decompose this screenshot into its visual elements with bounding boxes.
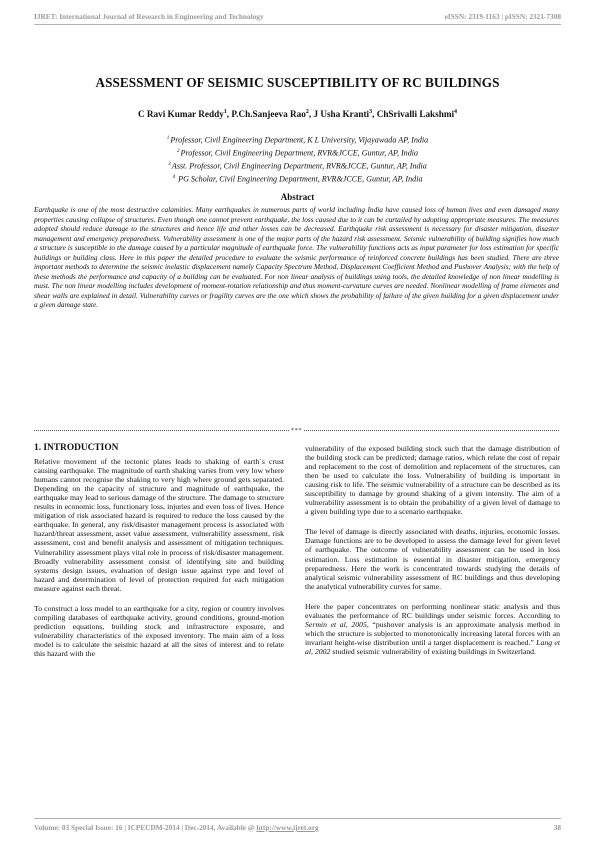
affiliation-mark: 4 bbox=[172, 173, 176, 180]
affiliation-text: Professor, Civil Engineering Department, RVR&JCCE, Guntur, AP, India bbox=[180, 148, 419, 158]
paragraph-text: Here the paper concentrates on performing nonlinear static analysis and thus evaluates the performance of RC buildings under seismic forces. According to bbox=[305, 601, 560, 620]
section-heading-introduction: 1. INTRODUCTION bbox=[34, 443, 119, 453]
affiliation-mark: 1 bbox=[166, 135, 170, 141]
body-paragraph: The level of damage is directly associated with deaths, injuries, economic losses. Damage functions are to be developed to assess the damage level for given level of earthquake. The outcome of vulnerability assessment can be used in loss estimation. Loss estimation is essential in disaster mitigation, emergency preparedness. Here the work is concentrated towards studying the details of analytical seismic vulnerability assessment of RC buildings and thus developing the analytical vulnerability curves for same. bbox=[305, 527, 560, 591]
affiliation bbox=[34, 133, 561, 146]
author-affil-mark: 3 bbox=[369, 109, 373, 115]
footer-volume-text: Volume: 03 Special Issue: 16 | ICPECDM-2014 | Dec-2014, Available @ bbox=[34, 823, 257, 832]
affiliation-text: Asst. Professor, Civil Engineering Department, RVR&JCCE, Guntur, AP, India bbox=[171, 161, 427, 171]
author-name: J Usha Kranti bbox=[313, 109, 370, 120]
paper-title: ASSESSMENT OF SEISMIC SUSCEPTIBILITY OF RC BUILDINGS bbox=[95, 75, 500, 90]
body-paragraph: To construct a loss model to an earthquake for a city, region or country involves compiling databases of earthquake activity, ground conditions, ground-motion prediction equations, building stock and infrastructure exposure, and vulnerability characteristics of the exposed inventory. The main aim of a loss model is to calculate the seismic hazard at all the sites of interest and to relate this hazard with the bbox=[34, 603, 284, 658]
separator-dots-left bbox=[34, 430, 289, 431]
body-paragraph: Relative movement of the tectonic plates leads to shaking of earth`s crust causing earthquake. The magnitude of earth shaking varies from very low where humans cannot recognise the shaking to very high where ground gets separated. Depending on the capacity of structure and magnitude of earthquake, the earthquake may lead to serious damage of the structure. The damage to structure results in economic loss, functionary loss, injuries and even loss of lives. Hence mitigation of risk associated hazard is required to reduce the loss caused by the earthquake. In general, any risk/disaster management process is associated with hazard/threat assessment, asset value assessment, vulnerability assessment, risk assessment, cost and benefit analysis and assessment of mitigation techniques. Vulnerability assessment plays vital role in process of risk/disaster management. Broadly vulnerability assessment consist of identifying site and building systems design issues, evaluation of design issue against type and level of hazard and determination of level of protection required for each mitigation measure against each threat. bbox=[34, 457, 284, 593]
body-paragraph: vulnerability of the exposed building stock such that the damage distribution of the building stock can be predicted; damage ratios, which relate the cost of repair and replacement to the cost of demolition and replacement of the structures, can then be used to calculate the loss. Vulnerability of building is important in causing risk to life. The seismic vulnerability of a structure can be described as its susceptibility to damage by ground shaking of a given intensity. The aim of a vulnerability assessment is to obtain the probability of a given level of damage to a given building type due to a scenario earthquake. bbox=[305, 444, 560, 517]
separator-stars: *** bbox=[290, 427, 303, 434]
author-name: P.Ch.Sanjeeva Rao bbox=[231, 109, 306, 120]
affiliation-text: Professor, Civil Engineering Department, K L University, Vijayawada AP, India bbox=[170, 135, 429, 145]
section-separator bbox=[34, 427, 559, 434]
author-affil-mark: 2 bbox=[305, 109, 309, 115]
header-rule bbox=[34, 24, 561, 25]
affiliation bbox=[34, 146, 561, 159]
separator-dots-right bbox=[304, 430, 559, 431]
body-column-left bbox=[34, 444, 284, 669]
author-affil-mark: 4 bbox=[454, 109, 458, 115]
journal-link[interactable]: http://www.ijret.org bbox=[256, 823, 319, 832]
body-column-right bbox=[305, 444, 560, 667]
issn-info: eISSN: 2319-1163 | pISSN: 2321-7308 bbox=[444, 12, 561, 21]
author-list: C Ravi Kumar Reddy$^1$, P.Ch.Sanjeeva Rao$^2$, J Usha Kranti$^3$, ChSrivalli Lakshmi$^4$ bbox=[137, 109, 458, 120]
citation: Sermin et al, 2005 bbox=[305, 619, 367, 629]
citation: Lang et al, 2002 bbox=[305, 637, 561, 656]
footer-info bbox=[34, 823, 319, 832]
affiliation-text: PG Scholar, Civil Engineering Department, RVR&JCCE, Guntur, AP, India bbox=[178, 174, 423, 184]
author-name: C Ravi Kumar Reddy bbox=[137, 109, 224, 120]
paragraph-text: studied seismic vulnerability of existing buildings in Switzerland. bbox=[330, 646, 536, 656]
footer-rule bbox=[34, 818, 561, 819]
abstract-heading: Abstract bbox=[280, 192, 315, 202]
abstract-text: Earthquake is one of the most destructive calamities. Many earthquakes in numerous parts of world including India have caused loss of human lives and even damaged many properties causing collapse of structures. Even though one cannot prevent earthquake, the loss caused due to it can be curtailed by adopting appropriate measures. The measures adopted should reduce damage to the structures and hence life and other losses can be decreased. Earthquake risk assessment is necessary for disaster mitigation, disaster management and emergency preparedness. Vulnerability assessment is one of the major parts of the hazard risk assessment. Seismic vulnerability of building signifies how much a structure is susceptible to the damage caused by a particular magnitude of earthquake force. The vulnerability functions acts as input parameter for loss estimation for specific buildings or building class. Here in this paper the detailed procedure to evaluate the seismic performance of reinforced concrete buildings has been studied. There are three important methods to determine the seismic inelastic displacement namely Capacity Spectrum Method, Displacement Coefficient Method and Pushover Analysis; with the help of these methods the performance and capacity of a building can be evaluated. For non linear analysis of buildings using tools, the detailed knowledge of non linear modelling is must. The non linear modelling includes development of moment-rotation relationship and thus moment-curvature curves are needed. Nonlinear modelling of frame elements and shear walls are explained in detail. Vulnerability curves or fragility curves are the one which shows the probability of failure of the given building for a given displacement under a given damage state. bbox=[34, 205, 559, 309]
running-header bbox=[34, 12, 561, 21]
author-name: ChSrivalli Lakshmi bbox=[376, 109, 455, 120]
page-footer bbox=[34, 823, 561, 832]
body-paragraph bbox=[305, 602, 560, 656]
journal-name: IJRET: International Journal of Research in Engineering and Technology bbox=[34, 12, 264, 21]
affiliation bbox=[34, 172, 561, 185]
affiliation-mark: 3 bbox=[168, 160, 171, 167]
page-number: 38 bbox=[553, 823, 561, 832]
paragraph-text: , “pushover analysis is an approximate analysis method in which the structure is subjected to monotonically increasing lateral forces with an invariant height-wise distribution until a target displacement is reached.” bbox=[305, 619, 561, 647]
author-affil-mark: 1 bbox=[223, 109, 227, 115]
affiliation-mark: 2 bbox=[176, 147, 180, 154]
affiliation bbox=[34, 159, 561, 172]
affiliation-list bbox=[34, 133, 561, 185]
